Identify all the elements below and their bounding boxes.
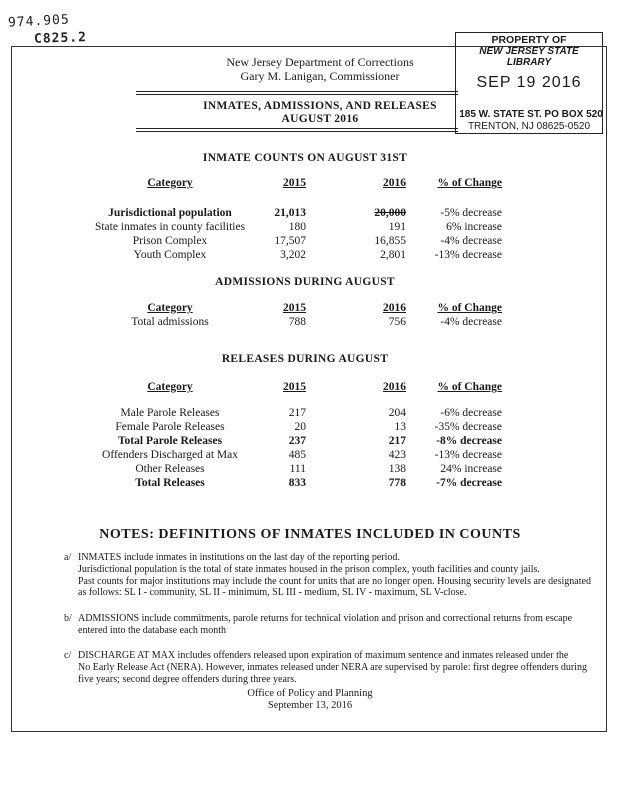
col-category: Category <box>147 302 193 314</box>
admissions-heading: ADMISSIONS DURING AUGUST <box>215 276 395 288</box>
stamp-line3: 185 W. STATE ST. PO BOX 520 <box>459 109 603 120</box>
note-a <box>64 552 594 599</box>
note-c-line1: DISCHARGE AT MAX includes offenders released upon expiration of maximum sentence and inmates released under the <box>78 650 569 661</box>
row-pct: -7% decrease <box>436 477 502 489</box>
note-c-line2: No Early Release Act (NERA). However, inmates released under NERA are supervised by parole: first degree offenders during <box>78 661 587 673</box>
note-a-line4: as follows: SL I - community, SL II - minimum, SL III - medium, SL IV - maximum, SL V-close. <box>78 587 467 599</box>
note-c-line3: five years; second degree offenders during three years. <box>78 673 297 685</box>
releases-heading: RELEASES DURING AUGUST <box>221 353 389 365</box>
stamp-line1: PROPERTY OF <box>491 34 567 46</box>
row-category: Total admissions <box>131 316 209 328</box>
col-pct-change: % of Change <box>437 302 502 314</box>
report-period: AUGUST 2016 <box>281 113 359 125</box>
row-2016: 191 <box>388 221 406 233</box>
row-2015: 111 <box>289 463 306 475</box>
note-a-line1: INMATES include inmates in institutions on the last day of the reporting period. <box>78 552 400 563</box>
row-category: Jurisdictional population <box>108 207 232 219</box>
header-rule-top <box>136 91 458 92</box>
row-2015: 788 <box>288 316 306 328</box>
note-a-marker: a/ <box>64 552 72 563</box>
note-b-marker: b/ <box>64 613 72 624</box>
col-2016: 2016 <box>383 177 406 189</box>
row-2015: 237 <box>288 435 306 447</box>
row-2016: 138 <box>388 463 406 475</box>
row-pct: -13% decrease <box>434 249 502 261</box>
row-2016: 13 <box>394 421 406 433</box>
row-category: Prison Complex <box>132 235 208 247</box>
row-category: Total Parole Releases <box>117 435 223 447</box>
row-2016: 756 <box>388 316 406 328</box>
col-category: Category <box>147 177 193 189</box>
row-2016: 2,801 <box>380 249 406 261</box>
col-2015: 2015 <box>283 177 306 189</box>
col-2016: 2016 <box>383 381 406 393</box>
row-2015: 833 <box>288 477 306 489</box>
row-pct: 6% increase <box>446 221 502 233</box>
col-pct-change: % of Change <box>437 177 502 189</box>
agency-name: New Jersey Department of Corrections <box>226 55 414 69</box>
row-pct: -6% decrease <box>440 407 502 419</box>
notes-heading: NOTES: DEFINITIONS OF INMATES INCLUDED IN COUNTS <box>99 527 521 542</box>
row-category: Female Parole Releases <box>115 421 225 433</box>
row-category: Offenders Discharged at Max <box>102 449 238 461</box>
row-category: Male Parole Releases <box>120 407 220 419</box>
footer-office: Office of Policy and Planning <box>247 688 373 699</box>
row-2015: 21,013 <box>274 207 306 219</box>
inmate-counts-heading: INMATE COUNTS ON AUGUST 31ST <box>202 152 408 164</box>
row-pct: -8% decrease <box>436 435 502 447</box>
row-category: Total Releases <box>135 477 205 489</box>
row-2016: 217 <box>388 435 406 447</box>
note-b-line1: ADMISSIONS include commitments, parole returns for technical violation and prison and correctional returns from escape <box>78 613 573 624</box>
row-2016: 20,000 <box>374 207 406 219</box>
row-pct: -4% decrease <box>440 316 502 328</box>
row-pct: -13% decrease <box>434 449 502 461</box>
report-title: INMATES, ADMISSIONS, AND RELEASES <box>203 100 437 112</box>
note-a-line2: Jurisdictional population is the total of state inmates housed in the prison complex, youth facilities and county jails. <box>78 563 540 575</box>
header-rule-bottom2 <box>136 131 458 132</box>
row-2016: 423 <box>388 449 406 461</box>
row-2016: 204 <box>388 407 406 419</box>
col-2015: 2015 <box>283 381 306 393</box>
handwritten-call-number-line1: 974.905 <box>7 12 71 31</box>
note-b <box>64 613 594 637</box>
header-rule-top2 <box>136 94 458 95</box>
stamp-line4: TRENTON, NJ 08625-0520 <box>467 121 591 132</box>
note-c-marker: c/ <box>64 650 72 661</box>
stamp-date: SEP 19 2016 <box>476 74 582 91</box>
note-a-line3: Past counts for major institutions may include the count for units that are no longer open. Housing security levels are designated <box>78 575 591 587</box>
row-pct: -4% decrease <box>440 235 502 247</box>
col-pct-change: % of Change <box>437 381 502 393</box>
header-rule-bottom <box>136 128 458 129</box>
stamp-line2: NEW JERSEY STATE LIBRARY <box>479 46 579 68</box>
row-2015: 17,507 <box>274 235 306 247</box>
row-pct: -5% decrease <box>440 207 502 219</box>
footer-date: September 13, 2016 <box>267 700 353 711</box>
note-c <box>64 650 594 685</box>
row-category: Youth Complex <box>133 249 207 261</box>
row-2015: 217 <box>288 407 306 419</box>
row-2015: 3,202 <box>280 249 306 261</box>
row-pct: -35% decrease <box>434 421 502 433</box>
row-2015: 485 <box>288 449 306 461</box>
row-pct: 24% increase <box>440 463 502 475</box>
note-b-line2: entered into the database each month <box>78 624 226 636</box>
handwritten-call-number-line2: C825.2 <box>33 30 88 47</box>
row-category: State inmates in county facilities <box>94 221 246 233</box>
row-category: Other Releases <box>135 463 205 475</box>
row-2016: 778 <box>388 477 406 489</box>
row-2016: 16,855 <box>374 235 406 247</box>
commissioner-name: Gary M. Lanigan, Commissioner <box>240 69 400 83</box>
row-2015: 180 <box>288 221 306 233</box>
col-2015: 2015 <box>283 302 306 314</box>
col-category: Category <box>147 381 193 393</box>
row-2015: 20 <box>294 421 306 433</box>
col-2016: 2016 <box>383 302 406 314</box>
